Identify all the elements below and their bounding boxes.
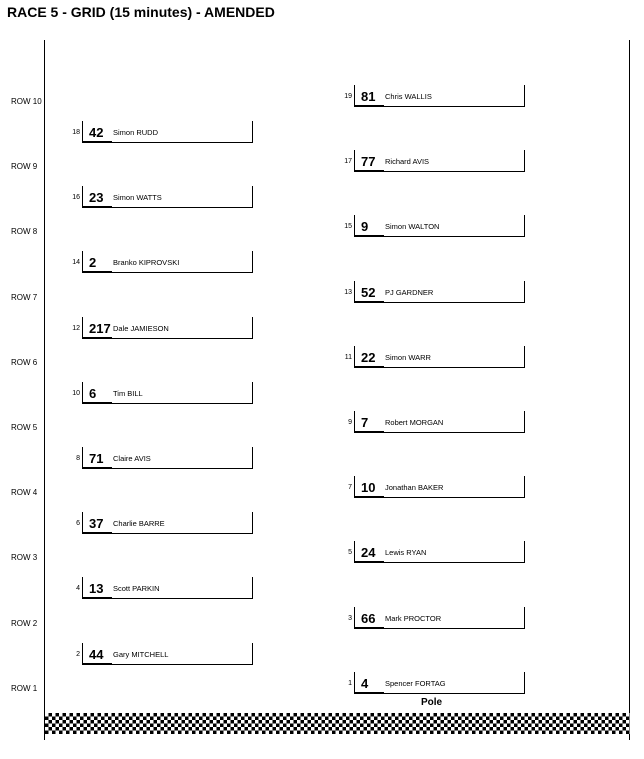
grid-position: 8 xyxy=(76,455,80,462)
car-number: 44 xyxy=(89,646,104,662)
slot-left-border xyxy=(82,447,83,469)
grid-position: 10 xyxy=(72,389,80,397)
slot-right-border xyxy=(524,150,525,172)
slot-bottom-accent xyxy=(354,496,384,498)
driver-name: Charlie BARRE xyxy=(113,519,165,529)
driver-name: Chris WALLIS xyxy=(385,92,432,101)
slot-left-border xyxy=(354,85,355,107)
car-number: 217 xyxy=(89,320,111,336)
car-number: 71 xyxy=(89,451,104,466)
grid-slot xyxy=(348,672,525,694)
slot-right-border xyxy=(524,85,525,107)
slot-bottom-accent xyxy=(354,235,384,237)
slot-left-border xyxy=(354,541,355,563)
driver-name: Richard AVIS xyxy=(385,157,430,167)
driver-name: Simon RUDD xyxy=(113,128,159,137)
slot-right-border xyxy=(252,186,253,208)
car-number: 22 xyxy=(361,349,376,365)
slot-left-border xyxy=(354,215,355,237)
slot-right-border xyxy=(524,281,525,303)
slot-left-border xyxy=(82,251,83,273)
slot-right-border xyxy=(524,476,525,498)
car-number: 52 xyxy=(361,284,376,300)
slot-bottom-accent xyxy=(82,271,112,273)
slot-bottom-accent xyxy=(82,597,112,599)
grid-slot xyxy=(72,382,253,404)
grid-slot xyxy=(344,215,525,237)
grid-slot xyxy=(76,643,253,665)
left-track-line xyxy=(44,40,45,740)
grid-slot xyxy=(344,346,525,368)
grid-position: 2 xyxy=(76,650,80,658)
slot-left-border xyxy=(354,411,355,433)
row-label: ROW 2 xyxy=(11,618,38,628)
slot-left-border xyxy=(354,150,355,172)
grid-position: 18 xyxy=(72,129,80,136)
grid-slot xyxy=(72,251,253,273)
grid-slot xyxy=(348,541,525,563)
grid-position: 4 xyxy=(76,585,80,593)
slot-left-border xyxy=(82,382,83,404)
grid-position: 6 xyxy=(76,520,80,528)
driver-name: Dale JAMIESON xyxy=(113,323,169,333)
grid-slot xyxy=(76,512,253,534)
grid-position: 14 xyxy=(72,259,80,267)
grid-slot xyxy=(344,281,525,303)
grid-position: 17 xyxy=(344,158,352,166)
slot-right-border xyxy=(252,643,253,665)
slot-right-border xyxy=(524,607,525,629)
checkered-line xyxy=(45,713,630,734)
slot-right-border xyxy=(524,672,525,694)
car-number: 77 xyxy=(361,154,376,170)
driver-name: Lewis RYAN xyxy=(385,548,427,558)
row-label: ROW 3 xyxy=(11,553,38,563)
grid-slot xyxy=(72,121,253,143)
car-number: 66 xyxy=(361,610,376,626)
driver-name: Jonathan BAKER xyxy=(385,483,444,493)
slot-bottom-accent xyxy=(354,301,384,303)
car-number: 81 xyxy=(361,89,376,104)
slot-bottom-accent xyxy=(354,692,384,694)
driver-name: Scott PARKIN xyxy=(113,584,160,594)
grid-position: 3 xyxy=(348,614,352,622)
grid-slot xyxy=(76,577,253,599)
slot-left-border xyxy=(82,577,83,599)
grid-slot xyxy=(76,447,253,469)
car-number: 42 xyxy=(89,125,104,140)
slot-bottom-accent xyxy=(82,467,112,469)
grid-position: 12 xyxy=(72,324,80,332)
grid-position: 7 xyxy=(348,484,352,492)
slot-bottom-accent xyxy=(82,141,112,143)
grid-slot xyxy=(348,411,525,433)
driver-name: Simon WARR xyxy=(385,352,431,362)
slot-bottom-accent xyxy=(82,206,112,208)
grid-slot xyxy=(72,186,253,208)
car-number: 37 xyxy=(89,516,104,532)
row-label: ROW 6 xyxy=(11,357,38,367)
slot-right-border xyxy=(524,215,525,237)
grid-position: 11 xyxy=(344,353,352,361)
slot-right-border xyxy=(252,512,253,534)
driver-name: Tim BILL xyxy=(113,388,143,398)
driver-name: Mark PROCTOR xyxy=(385,613,442,623)
slot-left-border xyxy=(82,512,83,534)
grid-slot xyxy=(344,150,525,172)
slot-bottom-accent xyxy=(354,561,384,563)
slot-right-border xyxy=(252,317,253,339)
car-number: 10 xyxy=(361,480,376,496)
row-label: ROW 8 xyxy=(11,227,38,237)
driver-name: PJ GARDNER xyxy=(385,287,434,297)
grid-position: 1 xyxy=(348,679,352,687)
slot-bottom-accent xyxy=(82,337,112,339)
driver-name: Robert MORGAN xyxy=(385,418,444,427)
pole-label: Pole xyxy=(421,697,443,708)
row-label: ROW 9 xyxy=(11,162,38,172)
slot-bottom-accent xyxy=(82,402,112,404)
slot-bottom-accent xyxy=(354,431,384,433)
driver-name: Claire AVIS xyxy=(113,454,151,463)
grid-position: 19 xyxy=(344,93,352,100)
row-label: ROW 7 xyxy=(11,292,38,302)
slot-right-border xyxy=(252,121,253,143)
slot-left-border xyxy=(354,346,355,368)
slot-left-border xyxy=(82,317,83,339)
right-track-line xyxy=(629,40,630,740)
car-number: 13 xyxy=(89,581,104,597)
slot-bottom-accent xyxy=(354,170,384,172)
grid-slot xyxy=(348,607,525,629)
driver-name: Simon WALTON xyxy=(385,222,440,232)
grid-position: 15 xyxy=(344,223,352,231)
slot-right-border xyxy=(524,541,525,563)
slot-right-border xyxy=(524,411,525,433)
grid-position: 13 xyxy=(344,288,352,296)
car-number: 24 xyxy=(361,545,376,561)
car-number: 2 xyxy=(89,255,97,271)
slot-right-border xyxy=(524,346,525,368)
grid-slot xyxy=(344,85,525,107)
slot-left-border xyxy=(82,186,83,208)
row-label: ROW 10 xyxy=(11,97,42,106)
slot-bottom-accent xyxy=(354,627,384,629)
row-label: ROW 4 xyxy=(11,488,38,498)
driver-name: Gary MITCHELL xyxy=(113,649,169,659)
driver-name: Simon WATTS xyxy=(113,193,162,203)
car-number: 6 xyxy=(89,385,97,401)
slot-left-border xyxy=(82,643,83,665)
slot-left-border xyxy=(354,476,355,498)
grid-position: 9 xyxy=(348,419,352,426)
grid-slot xyxy=(348,476,525,498)
driver-name: Spencer FORTAG xyxy=(385,678,446,688)
slot-bottom-accent xyxy=(354,105,384,107)
car-number: 4 xyxy=(361,675,369,691)
car-number: 7 xyxy=(361,415,369,430)
slot-bottom-accent xyxy=(82,532,112,534)
slot-left-border xyxy=(354,281,355,303)
driver-name: Branko KIPROVSKI xyxy=(113,258,180,268)
car-number: 9 xyxy=(361,219,369,235)
row-label: ROW 5 xyxy=(11,423,38,432)
slot-right-border xyxy=(252,382,253,404)
slot-right-border xyxy=(252,251,253,273)
page-title: RACE 5 - GRID (15 minutes) - AMENDED xyxy=(7,4,275,20)
slot-right-border xyxy=(252,577,253,599)
grid-position: 5 xyxy=(348,549,352,557)
car-number: 23 xyxy=(89,190,104,206)
slot-left-border xyxy=(82,121,83,143)
slot-left-border xyxy=(354,672,355,694)
slot-right-border xyxy=(252,447,253,469)
grid-position: 16 xyxy=(72,194,80,202)
row-label: ROW 1 xyxy=(11,683,38,693)
slot-bottom-accent xyxy=(82,663,112,665)
slot-bottom-accent xyxy=(354,366,384,368)
grid-slot xyxy=(72,317,253,339)
slot-left-border xyxy=(354,607,355,629)
